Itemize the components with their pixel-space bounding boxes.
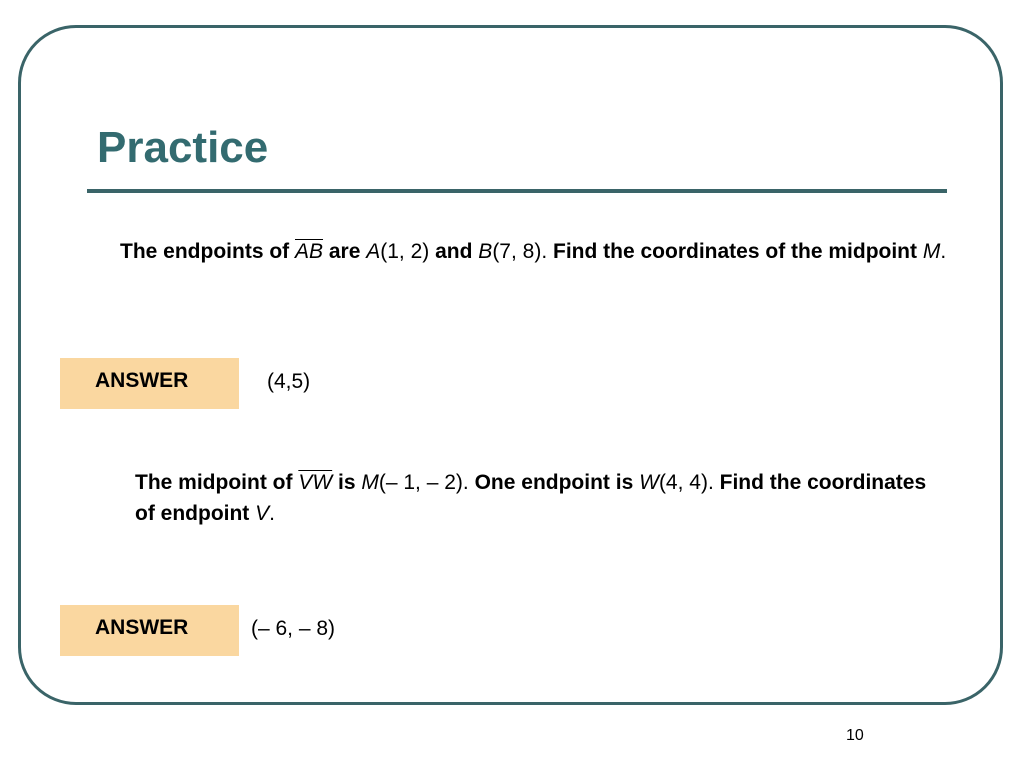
point-v-label: V — [255, 502, 270, 525]
problem-1-text-part: Find the coordinates of the midpoint — [553, 240, 917, 263]
slide-title: Practice — [97, 123, 269, 172]
page-number: 10 — [846, 727, 864, 744]
point-m-label: M — [922, 240, 941, 263]
problem-2-text-part: Find the coordinates of endpoint — [135, 471, 927, 525]
answer-2-label: ANSWER — [95, 616, 189, 639]
point-a-label: A — [366, 240, 381, 263]
problem-1-text-part: The endpoints of — [120, 240, 290, 263]
title-underline — [87, 189, 947, 193]
problem-2-text-part: The midpoint of — [135, 471, 293, 494]
problem-1-text — [120, 236, 965, 267]
problem-2-text — [135, 467, 935, 529]
answer-2-value: (– 6, – 8) — [251, 617, 336, 640]
point-m-coords: (– 1, – 2). — [378, 471, 469, 494]
answer-1-label: ANSWER — [95, 369, 189, 392]
answer-2-label-box — [60, 605, 239, 656]
period: . — [269, 502, 276, 525]
period: . — [940, 240, 947, 263]
problem-1-text-part: and — [435, 240, 473, 263]
problem-2-text-part: is — [338, 471, 356, 494]
point-b-coords: (7, 8). — [492, 240, 548, 263]
point-w-label: W — [639, 471, 659, 494]
answer-1-label-box — [60, 358, 239, 409]
problem-2-text-part: One endpoint is — [474, 471, 634, 494]
problem-1-text-part: are — [328, 240, 361, 263]
segment-vw: $\overline{VW}$ — [298, 471, 333, 494]
segment-ab: $\overline{AB}$ — [295, 240, 324, 263]
point-m-label: M — [361, 471, 379, 494]
point-a-coords: (1, 2) — [380, 240, 430, 263]
point-w-coords: (4, 4). — [658, 471, 714, 494]
answer-1-value: (4,5) — [267, 370, 311, 393]
point-b-label: B — [478, 240, 493, 263]
